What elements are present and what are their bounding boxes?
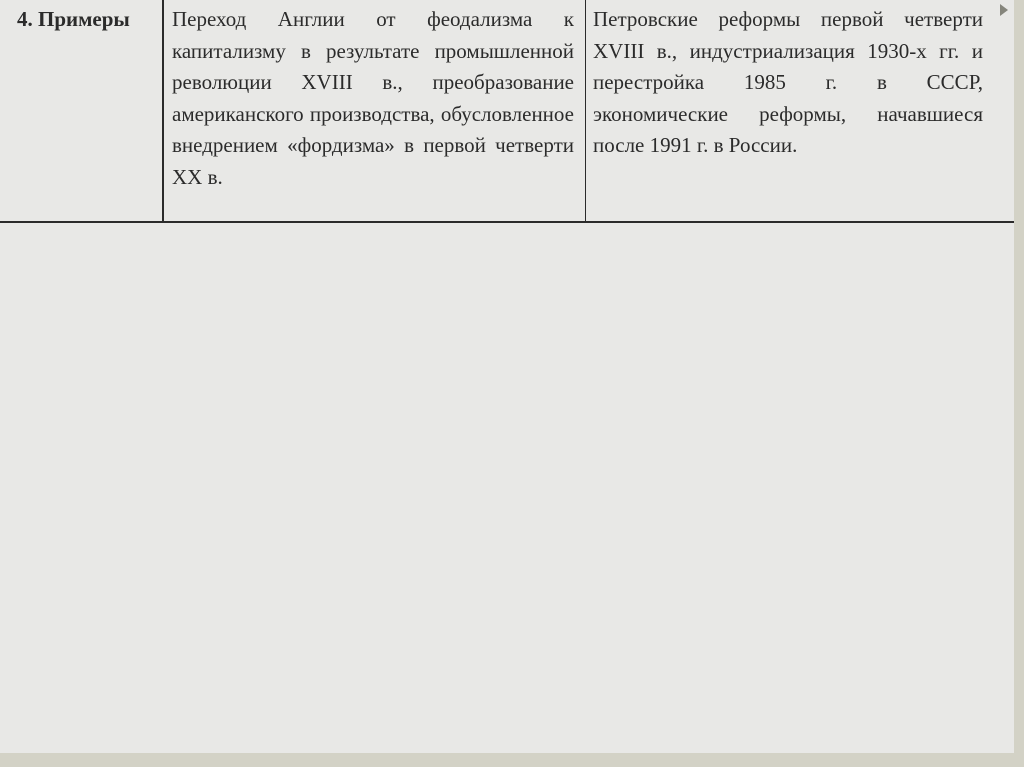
row-heading-cell [0, 0, 164, 223]
examples-cell-2 [586, 0, 1014, 223]
examples-table [0, 0, 1014, 223]
examples-cell-1 [164, 0, 586, 223]
right-arrow-icon[interactable] [1000, 4, 1008, 16]
examples-text-2: Петровские реформы первой четверти XVIII в., индустриализация 1930-х гг. и перестройка 1985 г. в СССР, экономические реформы, начавшиеся после 1991 г. в России. [593, 7, 983, 157]
examples-text-1: Переход Англии от феодализма к капитализму в результате промышленной революции XVIII в., преобразование американского производства, обусловленное внедрением «фордизма» в первой четверти XX в. [172, 7, 574, 189]
row-heading: 4. Примеры [17, 7, 130, 31]
